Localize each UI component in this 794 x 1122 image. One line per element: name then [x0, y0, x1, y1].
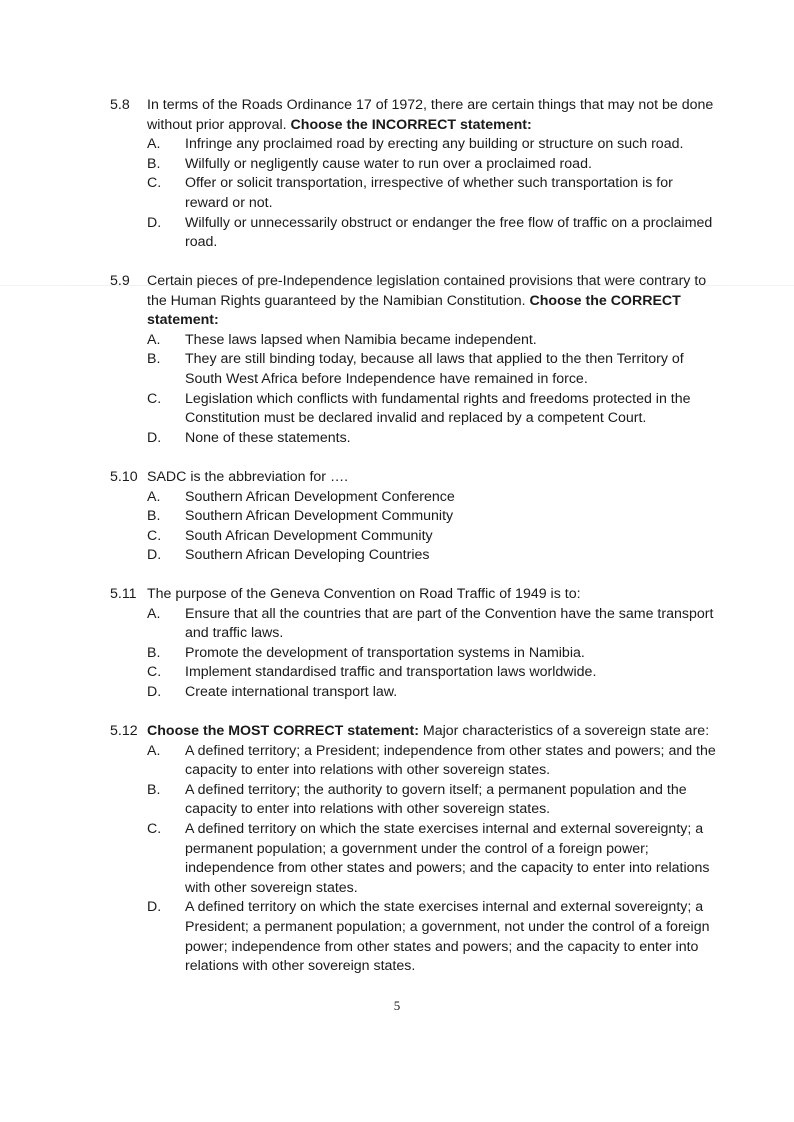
question-5-11 [110, 585, 720, 703]
question-number: 5.8 [110, 97, 130, 113]
option-text: Create international transport law. [185, 683, 398, 700]
option-letter: D. [147, 683, 162, 700]
question-stem [147, 468, 720, 488]
option-letter: A. [147, 331, 161, 348]
stem-text: The purpose of the Geneva Convention on Road Traffic of 1949 is to: [147, 586, 581, 602]
option-c [147, 527, 720, 547]
option-letter: D. [147, 547, 162, 564]
page-number: 5 [393, 998, 401, 1013]
option-text: None of these statements. [185, 429, 351, 446]
option-b [147, 155, 720, 175]
option-letter: B. [147, 781, 161, 798]
question-stem [147, 272, 720, 331]
question-number: 5.11 [110, 586, 137, 602]
option-d [147, 546, 720, 566]
option-c [147, 663, 720, 683]
option-text: Southern African Development Community [185, 508, 454, 525]
option-text: They are still binding today, because all laws that applied to the then Territory of South West Africa before Independence have remained in force. [185, 351, 684, 387]
option-text: Wilfully or negligently cause water to run over a proclaimed road. [185, 155, 592, 172]
option-letter: B. [147, 644, 161, 661]
option-letter: D. [147, 429, 162, 446]
question-number: 5.10 [110, 469, 138, 485]
option-letter: C. [147, 175, 162, 192]
option-letter: A. [147, 605, 161, 622]
option-a [147, 331, 720, 351]
question-5-10 [110, 468, 720, 566]
option-b [147, 507, 720, 527]
option-letter: A. [147, 136, 161, 153]
question-stem [147, 585, 720, 605]
question-5-12 [110, 722, 720, 977]
stem-text: SADC is the abbreviation for …. [147, 469, 349, 485]
option-b [147, 350, 720, 389]
option-text: A defined territory on which the state exercises internal and external sovereignty; a President; a permanent population; a government, not under the control of a foreign power; independence from other states and powers; and the capacity to enter into relations with other sovereign states. [185, 899, 710, 975]
option-letter: C. [147, 527, 162, 544]
question-number: 5.12 [110, 723, 138, 739]
option-a [147, 135, 720, 155]
question-stem [147, 96, 720, 135]
option-letter: C. [147, 820, 162, 837]
option-text: Implement standardised traffic and transportation laws worldwide. [185, 664, 597, 681]
option-text: A defined territory; a President; independence from other states and powers; and the capacity to enter into relations with other sovereign states. [185, 742, 716, 779]
option-letter: C. [147, 390, 162, 407]
option-letter: A. [147, 742, 161, 759]
question-number: 5.9 [110, 273, 130, 289]
option-letter: A. [147, 488, 161, 505]
option-text: Southern African Developing Countries [185, 547, 430, 564]
option-text: Promote the development of transportation systems in Namibia. [185, 644, 585, 661]
option-text: Wilfully or unnecessarily obstruct or endanger the free flow of traffic on a proclaimed road. [185, 214, 713, 251]
option-text: South African Development Community [185, 527, 433, 544]
option-text: A defined territory on which the state exercises internal and external sovereignty; a permanent population; a government under the control of a foreign power; independence from other states and powers; and the capacity to enter into relations with other sovereign states. [185, 820, 710, 896]
option-text: A defined territory; the authority to govern itself; a permanent population and the capacity to enter into relations with other sovereign states. [185, 781, 687, 818]
option-a [147, 742, 720, 781]
stem-instruction: Choose the MOST CORRECT statement: [147, 723, 419, 739]
option-text: Ensure that all the countries that are part of the Convention have the same transport and traffic laws. [185, 605, 714, 642]
option-c [147, 174, 720, 213]
option-b [147, 644, 720, 664]
stem-text: In terms of the Roads Ordinance 17 of 1972, there are certain things that may not be done without prior approval. [147, 97, 714, 133]
option-letter: D. [147, 214, 162, 231]
option-text: Infringe any proclaimed road by erecting any building or structure on such road. [185, 136, 684, 153]
option-text: Southern African Development Conference [185, 488, 455, 505]
stem-instruction: Choose the INCORRECT statement: [290, 116, 532, 133]
stem-text: Major characteristics of a sovereign state are: [418, 723, 710, 739]
question-5-9 [110, 272, 720, 448]
option-letter: C. [147, 664, 162, 681]
option-d [147, 429, 720, 449]
option-c [147, 390, 720, 429]
option-text: These laws lapsed when Namibia became independent. [185, 331, 537, 348]
option-letter: B. [147, 508, 161, 525]
stem-instruction: Choose the CORRECT statement: [147, 292, 681, 329]
option-letter: B. [147, 351, 161, 368]
option-a [147, 488, 720, 508]
option-letter: B. [147, 155, 161, 172]
option-d [147, 214, 720, 253]
question-5-8 [110, 96, 720, 253]
option-b [147, 781, 720, 820]
option-text: Offer or solicit transportation, irrespective of whether such transportation is for reward or not. [185, 175, 673, 211]
option-a [147, 605, 720, 644]
option-letter: D. [147, 899, 162, 916]
option-d [147, 683, 720, 703]
option-text: Legislation which conflicts with fundamental rights and freedoms protected in the Constitution must be declared invalid and replaced by a competent Court. [185, 390, 691, 427]
question-stem [147, 722, 720, 742]
option-c [147, 820, 720, 898]
stem-text: Certain pieces of pre-Independence legislation contained provisions that were contrary to the Human Rights guaranteed by the Namibian Constitution. [147, 273, 707, 309]
option-d [147, 898, 720, 976]
